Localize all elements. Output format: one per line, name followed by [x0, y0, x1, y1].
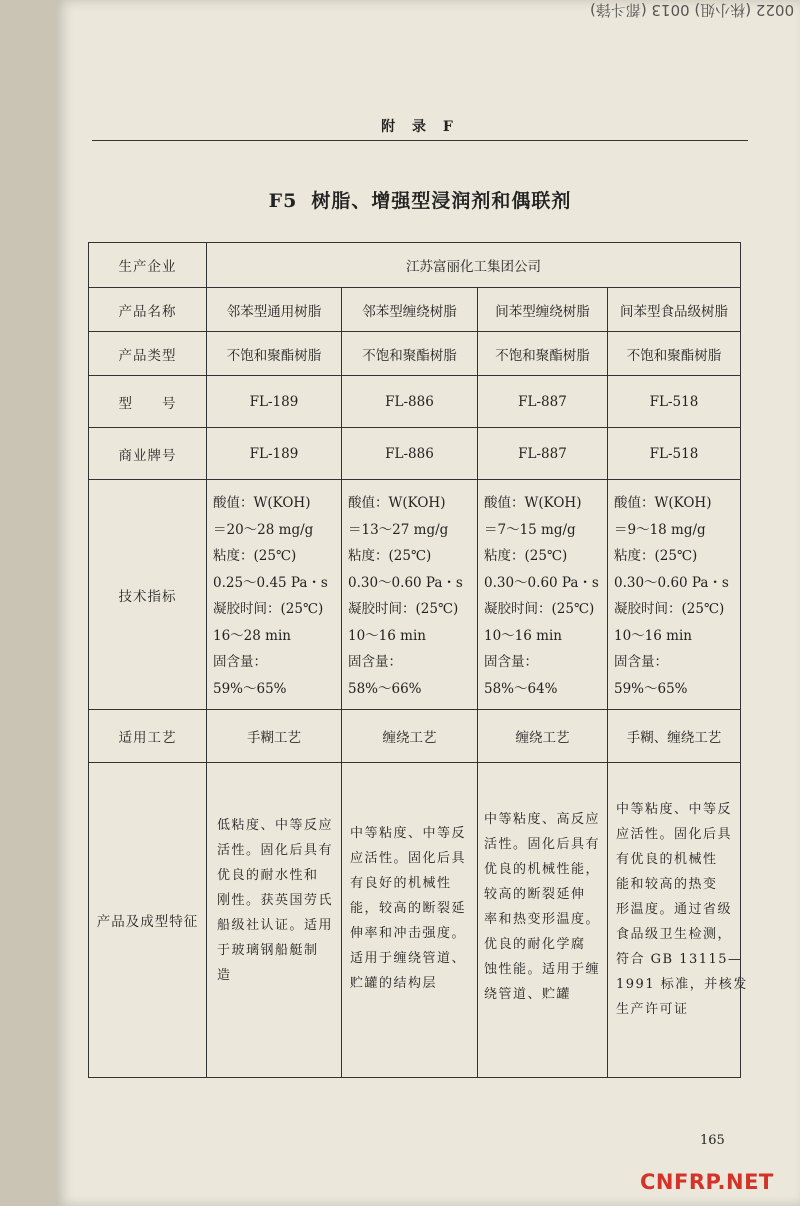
product-name: 邻苯型通用树脂	[207, 288, 342, 332]
tech-line: 凝胶时间：(25℃)	[348, 601, 459, 617]
row-brand	[89, 428, 741, 480]
features	[478, 763, 608, 1078]
row-process	[89, 710, 741, 763]
header-rule	[92, 140, 748, 141]
feature-line: 优良的机械性能，	[484, 862, 601, 877]
row-product-name	[89, 288, 741, 332]
feature-line: 应活性。固化后具	[350, 851, 467, 866]
tech-line: 固含量：	[484, 654, 538, 670]
model: FL-886	[342, 376, 478, 428]
row-features	[89, 763, 741, 1078]
feature-line: 有良好的机械性	[350, 876, 452, 891]
features	[342, 763, 478, 1078]
tech-line: 58%～64%	[484, 680, 558, 697]
model: FL-887	[478, 376, 608, 428]
tech-line: 酸值：W(KOH)	[614, 495, 712, 511]
tech-line: 凝胶时间：(25℃)	[213, 601, 324, 617]
tech-line: 0.30～0.60 Pa・s	[348, 574, 463, 591]
process: 缠绕工艺	[478, 710, 608, 763]
running-header: 附 录 F	[381, 119, 459, 135]
brand: FL-189	[207, 428, 342, 480]
tech-line: 59%～65%	[213, 680, 287, 697]
tech-line: 固含量：	[348, 654, 402, 670]
tech-line: 凝胶时间：(25℃)	[484, 601, 595, 617]
feature-line: 形温度。通过省级	[616, 902, 733, 917]
label-product-type: 产品类型	[89, 332, 207, 376]
tech-line: ＝20～28 mg/g	[213, 521, 314, 538]
tech-line: 粘度：(25℃)	[614, 548, 698, 564]
product-name: 间苯型食品级树脂	[608, 288, 741, 332]
tech-line: ＝7～15 mg/g	[484, 521, 576, 538]
watermark-logo: CNFRP.NET	[640, 1170, 774, 1194]
tech-specs	[478, 480, 608, 710]
row-tech-specs	[89, 480, 741, 710]
label-model: 型 号	[89, 376, 207, 428]
tech-line: ＝9～18 mg/g	[614, 521, 706, 538]
product-type: 不饱和聚酯树脂	[342, 332, 478, 376]
tech-line: 酸值：W(KOH)	[348, 495, 446, 511]
brand: FL-887	[478, 428, 608, 480]
tech-line: 凝胶时间：(25℃)	[614, 601, 725, 617]
tech-line: 10～16 min	[614, 627, 692, 644]
process: 缠绕工艺	[342, 710, 478, 763]
feature-line: 船级社认证。适用	[217, 918, 334, 933]
feature-line: 较高的断裂延伸	[484, 887, 586, 902]
model: FL-189	[207, 376, 342, 428]
section-title-text: 树脂、增强型浸润剂和偶联剂	[311, 190, 572, 212]
tech-line: ＝13～27 mg/g	[348, 521, 449, 538]
feature-line: 有优良的机械性	[616, 852, 718, 867]
process: 手糊、缠绕工艺	[608, 710, 741, 763]
label-company: 生产企业	[89, 243, 207, 288]
feature-line: 中等粘度、中等反	[616, 802, 733, 817]
feature-line: 活性。固化后具有	[484, 837, 601, 852]
feature-line: 能，较高的断裂延	[350, 901, 467, 916]
feature-line: 率和热变形温度。	[484, 912, 601, 927]
bleed-through-text: 0022 (株小姐) 0013 (都斗锋)	[589, 1, 794, 19]
feature-line: 造	[217, 968, 232, 983]
tech-line: 0.30～0.60 Pa・s	[614, 574, 729, 591]
features	[207, 763, 342, 1078]
model: FL-518	[608, 376, 741, 428]
tech-line: 10～16 min	[484, 627, 562, 644]
feature-line: 适用于缠绕管道、	[350, 951, 467, 966]
brand: FL-518	[608, 428, 741, 480]
tech-line: 粘度：(25℃)	[484, 548, 568, 564]
tech-line: 粘度：(25℃)	[213, 548, 297, 564]
feature-line: 低粘度、中等反应	[217, 818, 334, 833]
tech-specs	[608, 480, 741, 710]
feature-line: 能和较高的热变	[616, 877, 718, 892]
feature-line: 伸率和冲击强度。	[350, 926, 467, 941]
tech-line: 59%～65%	[614, 680, 688, 697]
feature-line: 1991 标准，并核发	[616, 977, 748, 992]
feature-line: 食品级卫生检测，	[616, 927, 733, 942]
feature-line: 应活性。固化后具	[616, 827, 733, 842]
label-features: 产品及成型特征	[89, 763, 207, 1078]
feature-line: 中等粘度、高反应	[484, 812, 601, 827]
product-type: 不饱和聚酯树脂	[207, 332, 342, 376]
tech-line: 粘度：(25℃)	[348, 548, 432, 564]
feature-line: 蚀性能。适用于缠	[484, 962, 601, 977]
label-brand: 商业牌号	[89, 428, 207, 480]
section-code: F5	[268, 190, 298, 212]
features	[608, 763, 748, 1078]
tech-line: 固含量：	[213, 654, 267, 670]
product-name: 间苯型缠绕树脂	[478, 288, 608, 332]
tech-line: 10～16 min	[348, 627, 426, 644]
feature-line: 活性。固化后具有	[217, 843, 334, 858]
feature-line: 贮罐的结构层	[350, 976, 438, 991]
label-process: 适用工艺	[89, 710, 207, 763]
feature-line: 绕管道、贮罐	[484, 987, 572, 1002]
feature-line: 优良的耐化学腐	[484, 937, 586, 952]
spec-table	[88, 242, 748, 1078]
feature-line: 生产许可证	[616, 1002, 689, 1017]
row-product-type	[89, 332, 741, 376]
tech-line: 0.25～0.45 Pa・s	[213, 574, 328, 591]
feature-line: 优良的耐水性和	[217, 868, 319, 883]
label-tech-specs: 技术指标	[89, 480, 207, 710]
feature-line: 中等粘度、中等反	[350, 826, 467, 841]
page-number: 165	[700, 1133, 725, 1148]
row-company	[89, 243, 741, 288]
tech-line: 16～28 min	[213, 627, 291, 644]
tech-line: 58%～66%	[348, 680, 422, 697]
row-model	[89, 376, 741, 428]
tech-line: 酸值：W(KOH)	[213, 495, 311, 511]
product-name: 邻苯型缠绕树脂	[342, 288, 478, 332]
feature-line: 于玻璃钢船艇制	[217, 943, 319, 958]
tech-specs	[207, 480, 342, 710]
label-product-name: 产品名称	[89, 288, 207, 332]
brand: FL-886	[342, 428, 478, 480]
process: 手糊工艺	[207, 710, 342, 763]
product-type: 不饱和聚酯树脂	[478, 332, 608, 376]
feature-line: 符合 GB 13115—	[616, 952, 743, 967]
company-name: 江苏富丽化工集团公司	[207, 243, 741, 288]
tech-specs	[342, 480, 478, 710]
tech-line: 酸值：W(KOH)	[484, 495, 582, 511]
feature-line: 刚性。获英国劳氏	[217, 893, 334, 908]
tech-line: 0.30～0.60 Pa・s	[484, 574, 599, 591]
section-title	[92, 186, 748, 213]
tech-line: 固含量：	[614, 654, 668, 670]
product-type: 不饱和聚酯树脂	[608, 332, 741, 376]
